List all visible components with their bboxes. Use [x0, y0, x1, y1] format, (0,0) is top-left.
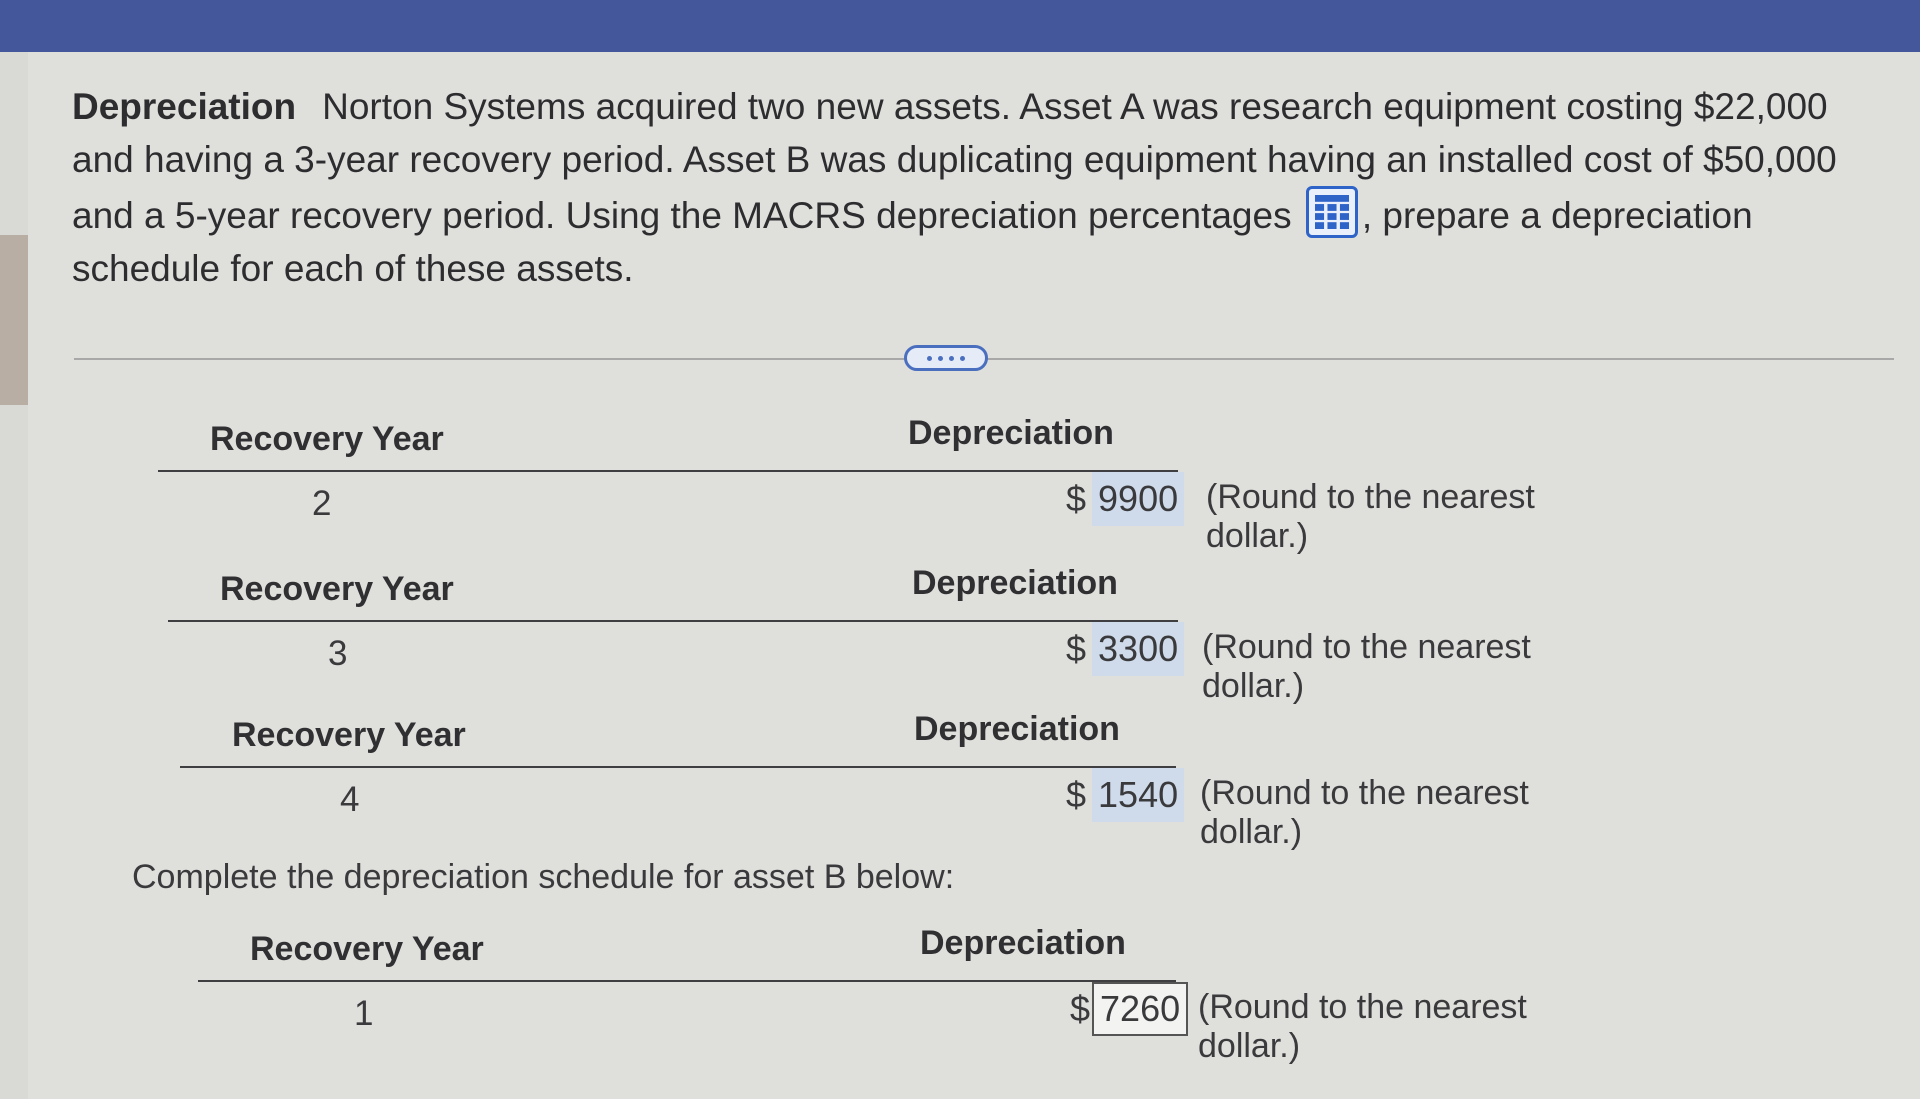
round-hint: (Round to the nearest dollar.)	[1200, 774, 1529, 851]
table-grid-icon[interactable]	[1306, 186, 1358, 238]
depreciation-answer	[1066, 470, 1184, 528]
problem-text-part-2: , prepare a depreciation schedule for each of these assets.	[72, 195, 1753, 289]
recovery-year-header: Recovery Year	[250, 930, 484, 968]
depreciation-answer	[1066, 620, 1184, 678]
recovery-year-header: Recovery Year	[232, 716, 466, 754]
depreciation-header: Depreciation	[920, 924, 1126, 962]
problem-statement	[72, 80, 1852, 295]
round-hint: (Round to the nearest dollar.)	[1206, 478, 1535, 555]
asset-a-row	[180, 710, 1580, 851]
recovery-year-value: 1	[354, 994, 374, 1033]
dot-icon	[960, 356, 965, 361]
depreciation-header: Depreciation	[914, 710, 1120, 748]
recovery-year-header: Recovery Year	[210, 420, 444, 458]
depreciation-answer-value[interactable]: 1540	[1092, 768, 1184, 822]
recovery-year-value: 3	[328, 634, 348, 673]
asset-a-row	[158, 414, 1558, 555]
dot-icon	[927, 356, 932, 361]
problem-text-part-1: Norton Systems acquired two new assets. Asset A was research equipment costing $22,000 and having a 3-year recovery period. Asset B was duplicating equipment having an installed cost of $50,000 and a 5-year recovery period. Using the MACRS depreciation percentages	[72, 86, 1837, 236]
problem-title: Depreciation	[72, 86, 297, 127]
header-rule	[158, 470, 1178, 472]
depreciation-answer	[1070, 980, 1188, 1038]
currency-symbol: $	[1070, 988, 1091, 1029]
dot-icon	[949, 356, 954, 361]
recovery-year-value: 4	[340, 780, 360, 819]
asset-a-row	[168, 564, 1568, 705]
depreciation-header: Depreciation	[912, 564, 1118, 602]
depreciation-answer-value[interactable]: 3300	[1092, 622, 1184, 676]
recovery-year-header: Recovery Year	[220, 570, 454, 608]
depreciation-header: Depreciation	[908, 414, 1114, 452]
top-bar	[0, 0, 1920, 52]
currency-symbol: $	[1066, 628, 1087, 669]
depreciation-input[interactable]: 7260	[1092, 982, 1188, 1036]
header-rule	[168, 620, 1178, 622]
header-rule	[198, 980, 1176, 982]
depreciation-answer-value[interactable]: 9900	[1092, 472, 1184, 526]
asset-b-instruction: Complete the depreciation schedule for asset B below:	[132, 858, 955, 896]
asset-b-row	[198, 924, 1598, 1065]
round-hint: (Round to the nearest dollar.)	[1202, 628, 1531, 705]
depreciation-answer	[1066, 766, 1184, 824]
expand-more-button[interactable]	[904, 345, 988, 371]
header-rule	[180, 766, 1176, 768]
round-hint: (Round to the nearest dollar.)	[1198, 988, 1527, 1065]
currency-symbol: $	[1066, 478, 1087, 519]
currency-symbol: $	[1066, 774, 1087, 815]
dot-icon	[938, 356, 943, 361]
recovery-year-value: 2	[312, 484, 332, 523]
